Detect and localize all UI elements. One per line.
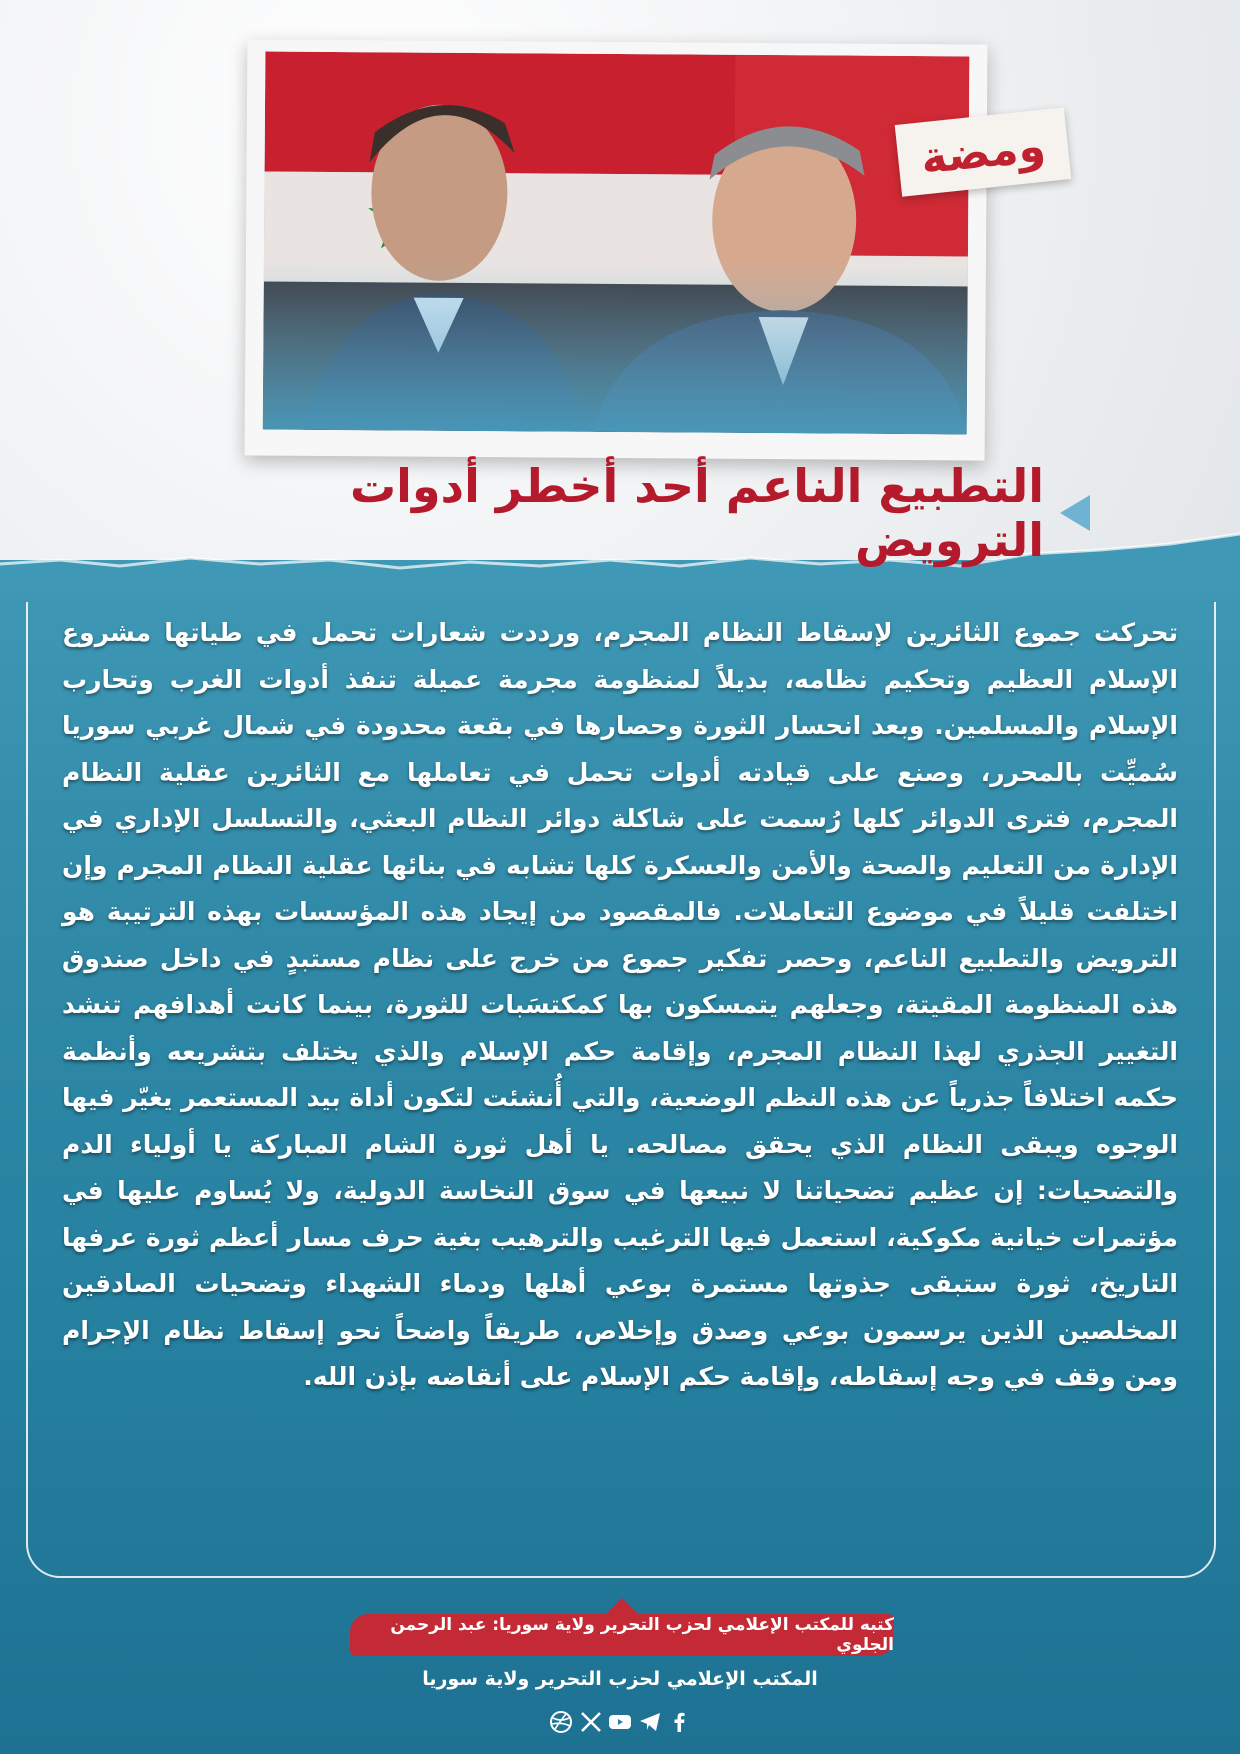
social-links — [548, 1706, 692, 1738]
author-credit: كتبه للمكتب الإعلامي لحزب التحرير ولاية سوريا: عبد الرحمن الجلوي — [390, 1615, 894, 1655]
article-body: تحركت جموع الثائرين لإسقاط النظام المجرم، ورددت شعارات تحمل في طياتها مشروع الإسلام العظيم وتحكيم نظامه، بديلاً لمنظومة مجرمة عميلة تنفذ أدوات الغرب وتحارب الإسلام والمسلمين. وبعد انحسار الثورة وحصارها في بقعة محدودة في شمال غربي سوريا سُميِّت بالمحرر، وصنع على قيادته أدوات تحمل في تعاملها مع الثائرين عقلية النظام المجرم، فترى الدوائر كلها رُسمت على شاكلة دوائر النظام البعثي، والتسلسل الإداري في الإدارة من التعليم والصحة والأمن والعسكرة كلها تشابه في بنائها عقلية النظام المجرم وإن اختلفت قليلاً في موضوع التعاملات. فالمقصود من إيجاد هذه المؤسسات بهذه الترتيبة هو الترويض والتطبيع الناعم، وحصر تفكير جموع من خرج على نظام مستبدٍ في داخل صندوق هذه المنظومة المقيتة، وجعلهم يتمسكون بها كمكتسَبات للثورة، بينما كانت أهدافهم تنشد التغيير الجذري لهذا النظام المجرم، وإقامة حكم الإسلام والذي يختلف بتشريعه وأنظمة حكمه اختلافاً جذرياً عن هذه النظم الوضعية، والتي أُنشئت لتكون أداة بيد المستعمر يغيّر فيها الوجوه ويبقى النظام الذي يحقق مصالحه. يا أهل ثورة الشام المباركة يا أولياء الدم والتضحيات: إن عظيم تضحياتنا لا نبيعها في سوق النخاسة الدولية، ولا يُساوم عليها في مؤتمرات خيانية مكوكية، استعمل فيها الترغيب والترهيب بغية حرف مسار أعظم ثورة عرفها التاريخ، ثورة ستبقى جذوتها مستمرة بوعي أهلها ودماء الشهداء وتضحيات الصادقين المخلصين الذين يرسمون بوعي وصدق وإخلاص، طريقاً واضحاً نحو إسقاط نظام الإجرام ومن وقف في وجه إسقاطه، وإقامة حكم الإسلام على أنقاضه بإذن الله. — [62, 618, 1178, 1391]
triangle-arrow-icon — [1060, 495, 1090, 531]
photo-frame — [245, 39, 988, 460]
article-headline: التطبيع الناعم أحد أخطر أدوات الترويض — [349, 459, 1044, 567]
youtube-icon[interactable] — [607, 1709, 633, 1735]
leaders-photo — [263, 52, 970, 435]
media-office-name: المكتب الإعلامي لحزب التحرير ولاية سوريا — [422, 1668, 818, 1690]
author-badge — [350, 1614, 894, 1656]
facebook-icon[interactable] — [666, 1709, 692, 1735]
dribbble-icon[interactable] — [548, 1709, 574, 1735]
headline-row — [150, 459, 1090, 567]
telegram-icon[interactable] — [637, 1709, 663, 1735]
stamp-text: ومضة — [918, 120, 1048, 184]
x-icon[interactable] — [578, 1709, 604, 1735]
